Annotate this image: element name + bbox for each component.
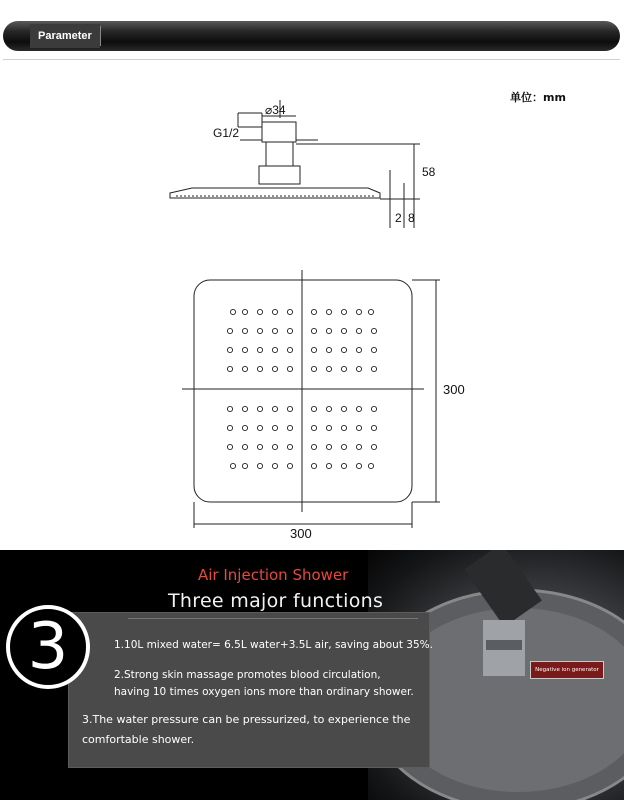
nozzle-hole <box>242 347 247 352</box>
nozzle-hole <box>371 366 376 371</box>
nozzle-hole <box>287 328 292 333</box>
nozzle-hole <box>311 309 316 314</box>
nozzle-hole <box>341 309 346 314</box>
nozzle-hole <box>257 444 262 449</box>
nozzle-hole <box>326 309 331 314</box>
nozzle-hole <box>356 463 361 468</box>
nozzle-hole <box>230 309 235 314</box>
nozzle-hole <box>242 366 247 371</box>
nozzle-hole <box>356 309 361 314</box>
nozzle-hole <box>242 328 247 333</box>
nozzle-hole <box>356 328 361 333</box>
nozzle-hole <box>371 328 376 333</box>
parameter-tab: Parameter <box>30 24 100 48</box>
nozzle-hole <box>272 309 277 314</box>
ion-generator-tag: Negative ion generator <box>530 661 604 679</box>
nozzle-hole <box>272 347 277 352</box>
nozzle-hole <box>326 444 331 449</box>
nozzle-hole <box>257 463 262 468</box>
nozzle-hole <box>371 444 376 449</box>
nozzle-hole <box>326 463 331 468</box>
title-divider <box>128 618 418 619</box>
swivel-top <box>262 122 296 142</box>
edge-label: 8 <box>408 211 415 225</box>
nozzle-hole <box>311 347 316 352</box>
nozzle-hole <box>371 406 376 411</box>
nozzle-hole <box>356 366 361 371</box>
nozzle-hole <box>368 309 373 314</box>
nozzle-hole <box>341 425 346 430</box>
nozzle-hole <box>356 425 361 430</box>
feature-2-line-1: 2.Strong skin massage promotes blood circulation, <box>114 669 381 681</box>
nozzle-hole <box>257 347 262 352</box>
nozzle-hole <box>356 406 361 411</box>
nozzle-hole <box>242 309 247 314</box>
nozzle-hole <box>326 328 331 333</box>
nozzle-hole <box>326 406 331 411</box>
nozzle-hole <box>287 425 292 430</box>
feature-3-line-2: comfortable shower. <box>82 733 195 746</box>
nozzle-hole <box>311 328 316 333</box>
unit-label: 单位：mm <box>510 91 566 104</box>
nozzle-hole <box>356 347 361 352</box>
nozzle-hole <box>311 463 316 468</box>
top-width-label: 300 <box>290 526 312 541</box>
nozzle-hole <box>272 328 277 333</box>
nozzle-hole <box>227 444 232 449</box>
nozzle-hole <box>272 406 277 411</box>
nozzle-hole <box>242 444 247 449</box>
nozzle-hole <box>227 425 232 430</box>
nozzle-hole <box>257 366 262 371</box>
nozzle-hole <box>371 425 376 430</box>
height-label: 58 <box>422 165 436 179</box>
nozzle-hole <box>257 406 262 411</box>
nozzle-hole <box>311 406 316 411</box>
nozzle-hole <box>242 463 247 468</box>
nozzle-hole <box>257 309 262 314</box>
nozzle-hole <box>311 444 316 449</box>
nozzle-hole <box>368 463 373 468</box>
feature-1: 1.10L mixed water= 6.5L water+3.5L air, saving about 35%. <box>114 639 433 651</box>
nozzle-hole <box>230 463 235 468</box>
nozzle-hole <box>326 347 331 352</box>
swivel-neck <box>266 142 293 166</box>
head-outline <box>194 280 412 502</box>
top-height-label: 300 <box>443 382 465 397</box>
nozzle-hole <box>326 425 331 430</box>
nozzle-hole <box>272 425 277 430</box>
diameter-label: ⌀34 <box>265 103 286 117</box>
nozzle-hole <box>272 444 277 449</box>
nozzle-hole <box>242 425 247 430</box>
top-view <box>182 270 440 528</box>
connector-ring <box>486 640 522 650</box>
nozzle-hole <box>287 463 292 468</box>
nozzle-hole <box>272 463 277 468</box>
nozzle-hole <box>257 425 262 430</box>
nozzle-hole <box>272 366 277 371</box>
plate-label: 2 <box>395 211 402 225</box>
side-view <box>170 100 420 228</box>
nozzle-hole <box>341 406 346 411</box>
nozzle-hole <box>326 366 331 371</box>
nozzle-hole <box>227 366 232 371</box>
nozzle-hole <box>287 444 292 449</box>
promo-subtitle: Three major functions <box>168 590 384 612</box>
nozzle-hole <box>287 309 292 314</box>
nozzle-hole <box>287 366 292 371</box>
nozzle-hole <box>257 328 262 333</box>
feature-2-line-2: having 10 times oxygen ions more than ordinary shower. <box>114 686 414 698</box>
thread-label: G1/2 <box>213 126 240 140</box>
nozzle-hole <box>341 463 346 468</box>
number-digit: 3 <box>27 610 69 684</box>
swivel-base <box>259 166 300 184</box>
nozzle-hole <box>242 406 247 411</box>
feature-3-line-1: 3.The water pressure can be pressurized, to experience the <box>82 713 411 726</box>
nozzle-hole <box>227 347 232 352</box>
nozzle-hole <box>341 366 346 371</box>
promo-title: Air Injection Shower <box>198 566 349 584</box>
nozzle-hole <box>287 406 292 411</box>
nozzle-hole <box>287 347 292 352</box>
nozzle-hole <box>341 347 346 352</box>
nozzle-hole <box>341 328 346 333</box>
nozzle-hole <box>371 347 376 352</box>
nozzle-hole <box>356 444 361 449</box>
nozzle-hole <box>311 366 316 371</box>
nozzle-hole <box>341 444 346 449</box>
nozzle-hole <box>227 328 232 333</box>
nozzle-hole <box>227 406 232 411</box>
promo-banner <box>0 550 624 800</box>
nozzle-hole <box>311 425 316 430</box>
